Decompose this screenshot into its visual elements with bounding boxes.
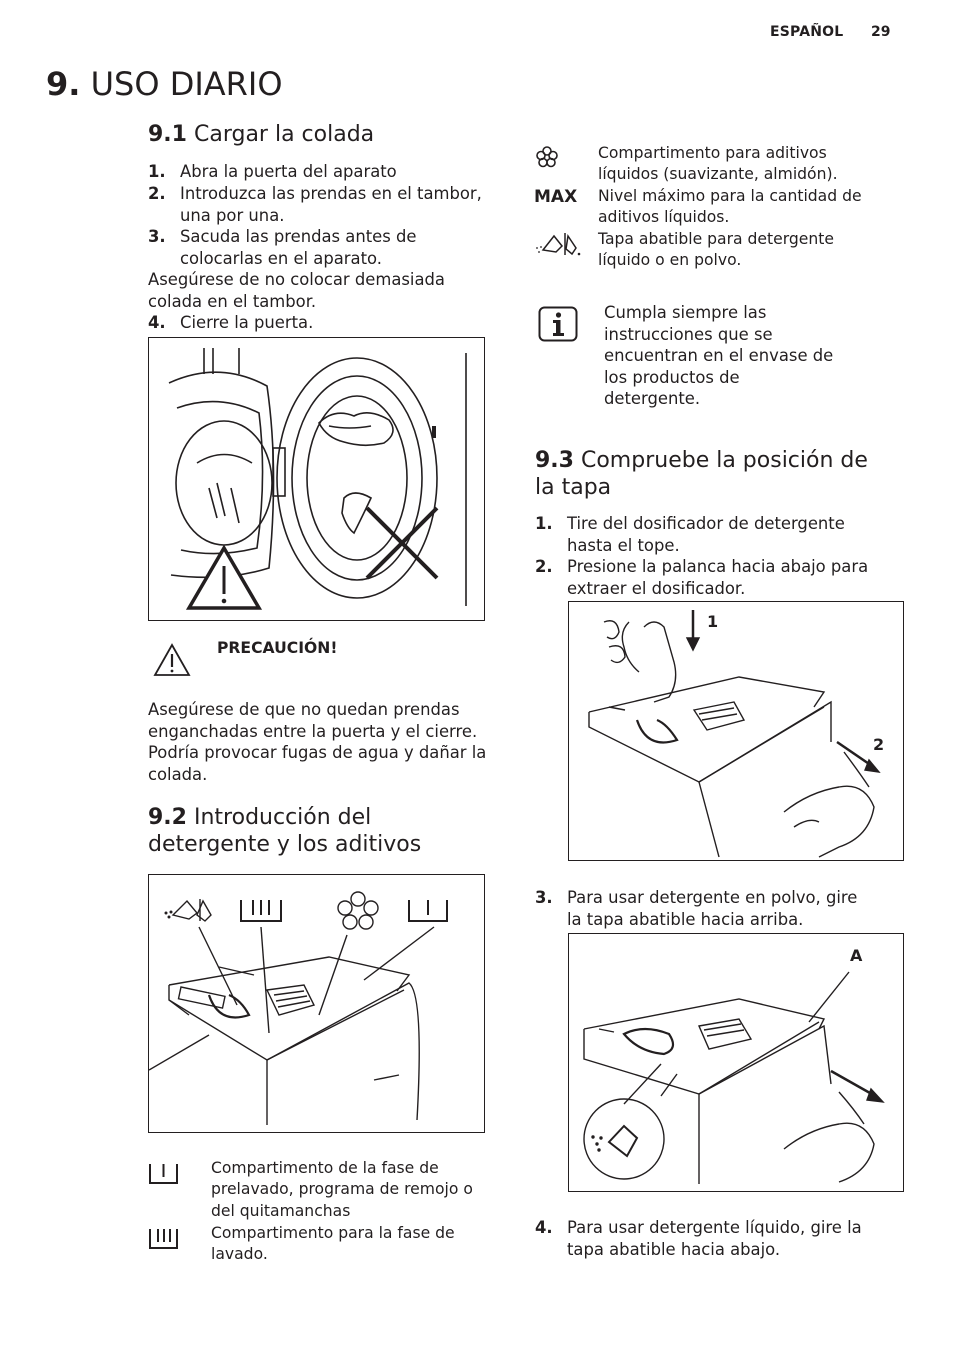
chapter-title-text: USO DIARIO	[90, 65, 283, 103]
legend-line: prelavado, programa de remojo o	[211, 1180, 473, 1199]
legend-max-text	[598, 186, 862, 229]
info-icon	[538, 306, 578, 342]
wash-compartment-icon	[148, 1227, 180, 1251]
list-item	[535, 556, 915, 600]
step-text-cont: colocarlas en el aparato.	[180, 248, 382, 268]
info-line: instrucciones que se	[604, 324, 773, 344]
legend-line: aditivos líquidos.	[598, 208, 730, 227]
info-line: Cumpla siempre las	[604, 303, 767, 322]
prewash-compartment-icon	[148, 1162, 180, 1186]
step-text: Sacuda las prendas antes de	[180, 227, 417, 246]
legend-softener-text	[598, 143, 838, 186]
figure-label-a: A	[850, 946, 863, 965]
header-language: ESPAÑOL	[770, 24, 844, 40]
caution-line: Podría provocar fugas de agua y dañar la	[148, 743, 487, 762]
section-9-2-heading	[148, 804, 421, 858]
legend-flap-text	[598, 229, 834, 272]
legend-line: Nivel máximo para la cantidad de	[598, 187, 862, 205]
info-text	[604, 302, 833, 410]
section-9-1-number: 9.1	[148, 122, 187, 147]
info-line: detergente.	[604, 389, 701, 408]
info-line: los productos de	[604, 367, 740, 387]
chapter-number: 9.	[46, 65, 81, 103]
list-item	[535, 513, 915, 557]
flap-up-illustration	[568, 933, 904, 1192]
section-9-1-heading	[148, 121, 374, 148]
flap-powder-liquid-icon	[534, 230, 586, 258]
step-number: 1.	[148, 162, 166, 181]
caution-title: PRECAUCIÓN!	[217, 639, 338, 657]
figure-label-1: 1	[707, 612, 719, 631]
legend-prewash-text	[211, 1158, 473, 1222]
step-number: 2.	[148, 184, 166, 203]
section-9-3-title: Compruebe la posición de	[580, 448, 868, 473]
step-text: Abra la puerta del aparato	[180, 162, 397, 181]
load-note-line: colada en el tambor.	[148, 291, 317, 311]
section-9-1-title: Cargar la colada	[193, 122, 375, 147]
legend-line: Compartimento para aditivos	[598, 144, 827, 162]
info-line: encuentran en el envase de	[604, 346, 834, 365]
flap-powder-liquid-icon	[165, 899, 211, 921]
list-item	[535, 887, 915, 931]
remove-dispenser-illustration	[568, 601, 904, 861]
section-9-3-heading	[535, 447, 868, 501]
list-item	[148, 312, 508, 334]
step-number: 4.	[148, 313, 166, 332]
section-9-3-title-cont: la tapa	[535, 475, 612, 500]
caution-line: colada.	[148, 764, 208, 784]
step-text: Para usar detergente en polvo, gire	[567, 888, 858, 907]
chapter-title	[46, 64, 283, 104]
list-item	[535, 1217, 915, 1261]
list-item	[148, 226, 508, 270]
figure-label-2: 2	[873, 735, 885, 754]
list-item	[148, 183, 508, 227]
max-level-label: MAX	[534, 187, 578, 207]
section-9-3-number: 9.3	[535, 448, 574, 473]
step-text: Presione la palanca hacia abajo para	[567, 557, 869, 576]
wash-compartment-icon	[241, 900, 281, 921]
legend-wash-text	[211, 1223, 455, 1266]
step-text-cont: tapa abatible hacia abajo.	[567, 1239, 781, 1259]
step-text-cont: extraer el dosificador.	[567, 578, 746, 598]
step-text: Tire del dosificador de detergente	[567, 514, 845, 533]
softener-flower-icon	[536, 146, 558, 168]
step-text-cont: una por una.	[180, 205, 285, 225]
caution-line: Asegúrese de que no quedan prendas	[148, 700, 460, 719]
step-text-cont: hasta el tope.	[567, 535, 680, 555]
step-text-cont: la tapa abatible hacia arriba.	[567, 909, 804, 929]
caution-text	[148, 699, 486, 785]
step-number: 3.	[148, 227, 166, 246]
list-item	[148, 161, 508, 183]
step-text: Cierre la puerta.	[180, 313, 314, 332]
step-number: 1.	[535, 514, 553, 533]
step-number: 4.	[535, 1218, 553, 1237]
section-9-2-title-cont: detergente y los aditivos	[148, 832, 422, 857]
legend-line: Compartimento de la fase de	[211, 1159, 439, 1177]
load-note-line: Asegúrese de no colocar demasiada	[148, 270, 445, 289]
step-number: 3.	[535, 888, 553, 907]
page-number: 29	[871, 24, 891, 40]
legend-line: lavado.	[211, 1245, 268, 1264]
caution-line: enganchadas entre la puerta y el cierre.	[148, 721, 478, 741]
prewash-compartment-icon	[409, 900, 447, 921]
step-number: 2.	[535, 557, 553, 576]
legend-line: del quitamanchas	[211, 1201, 351, 1220]
legend-line: líquidos (suavizante, almidón).	[598, 165, 838, 184]
step-text: Introduzca las prendas en el tambor,	[180, 184, 482, 203]
section-9-2-number: 9.2	[148, 805, 187, 830]
door-illustration	[148, 337, 485, 621]
section-9-2-title: Introducción del	[193, 805, 372, 830]
dispenser-illustration	[148, 874, 485, 1133]
legend-line: Tapa abatible para detergente	[598, 230, 834, 248]
step-text: Para usar detergente líquido, gire la	[567, 1218, 862, 1237]
legend-line: Compartimento para la fase de	[211, 1224, 455, 1242]
warning-icon	[153, 643, 191, 677]
legend-line: líquido o en polvo.	[598, 251, 742, 270]
softener-flower-icon	[338, 892, 378, 929]
load-note	[148, 269, 445, 312]
